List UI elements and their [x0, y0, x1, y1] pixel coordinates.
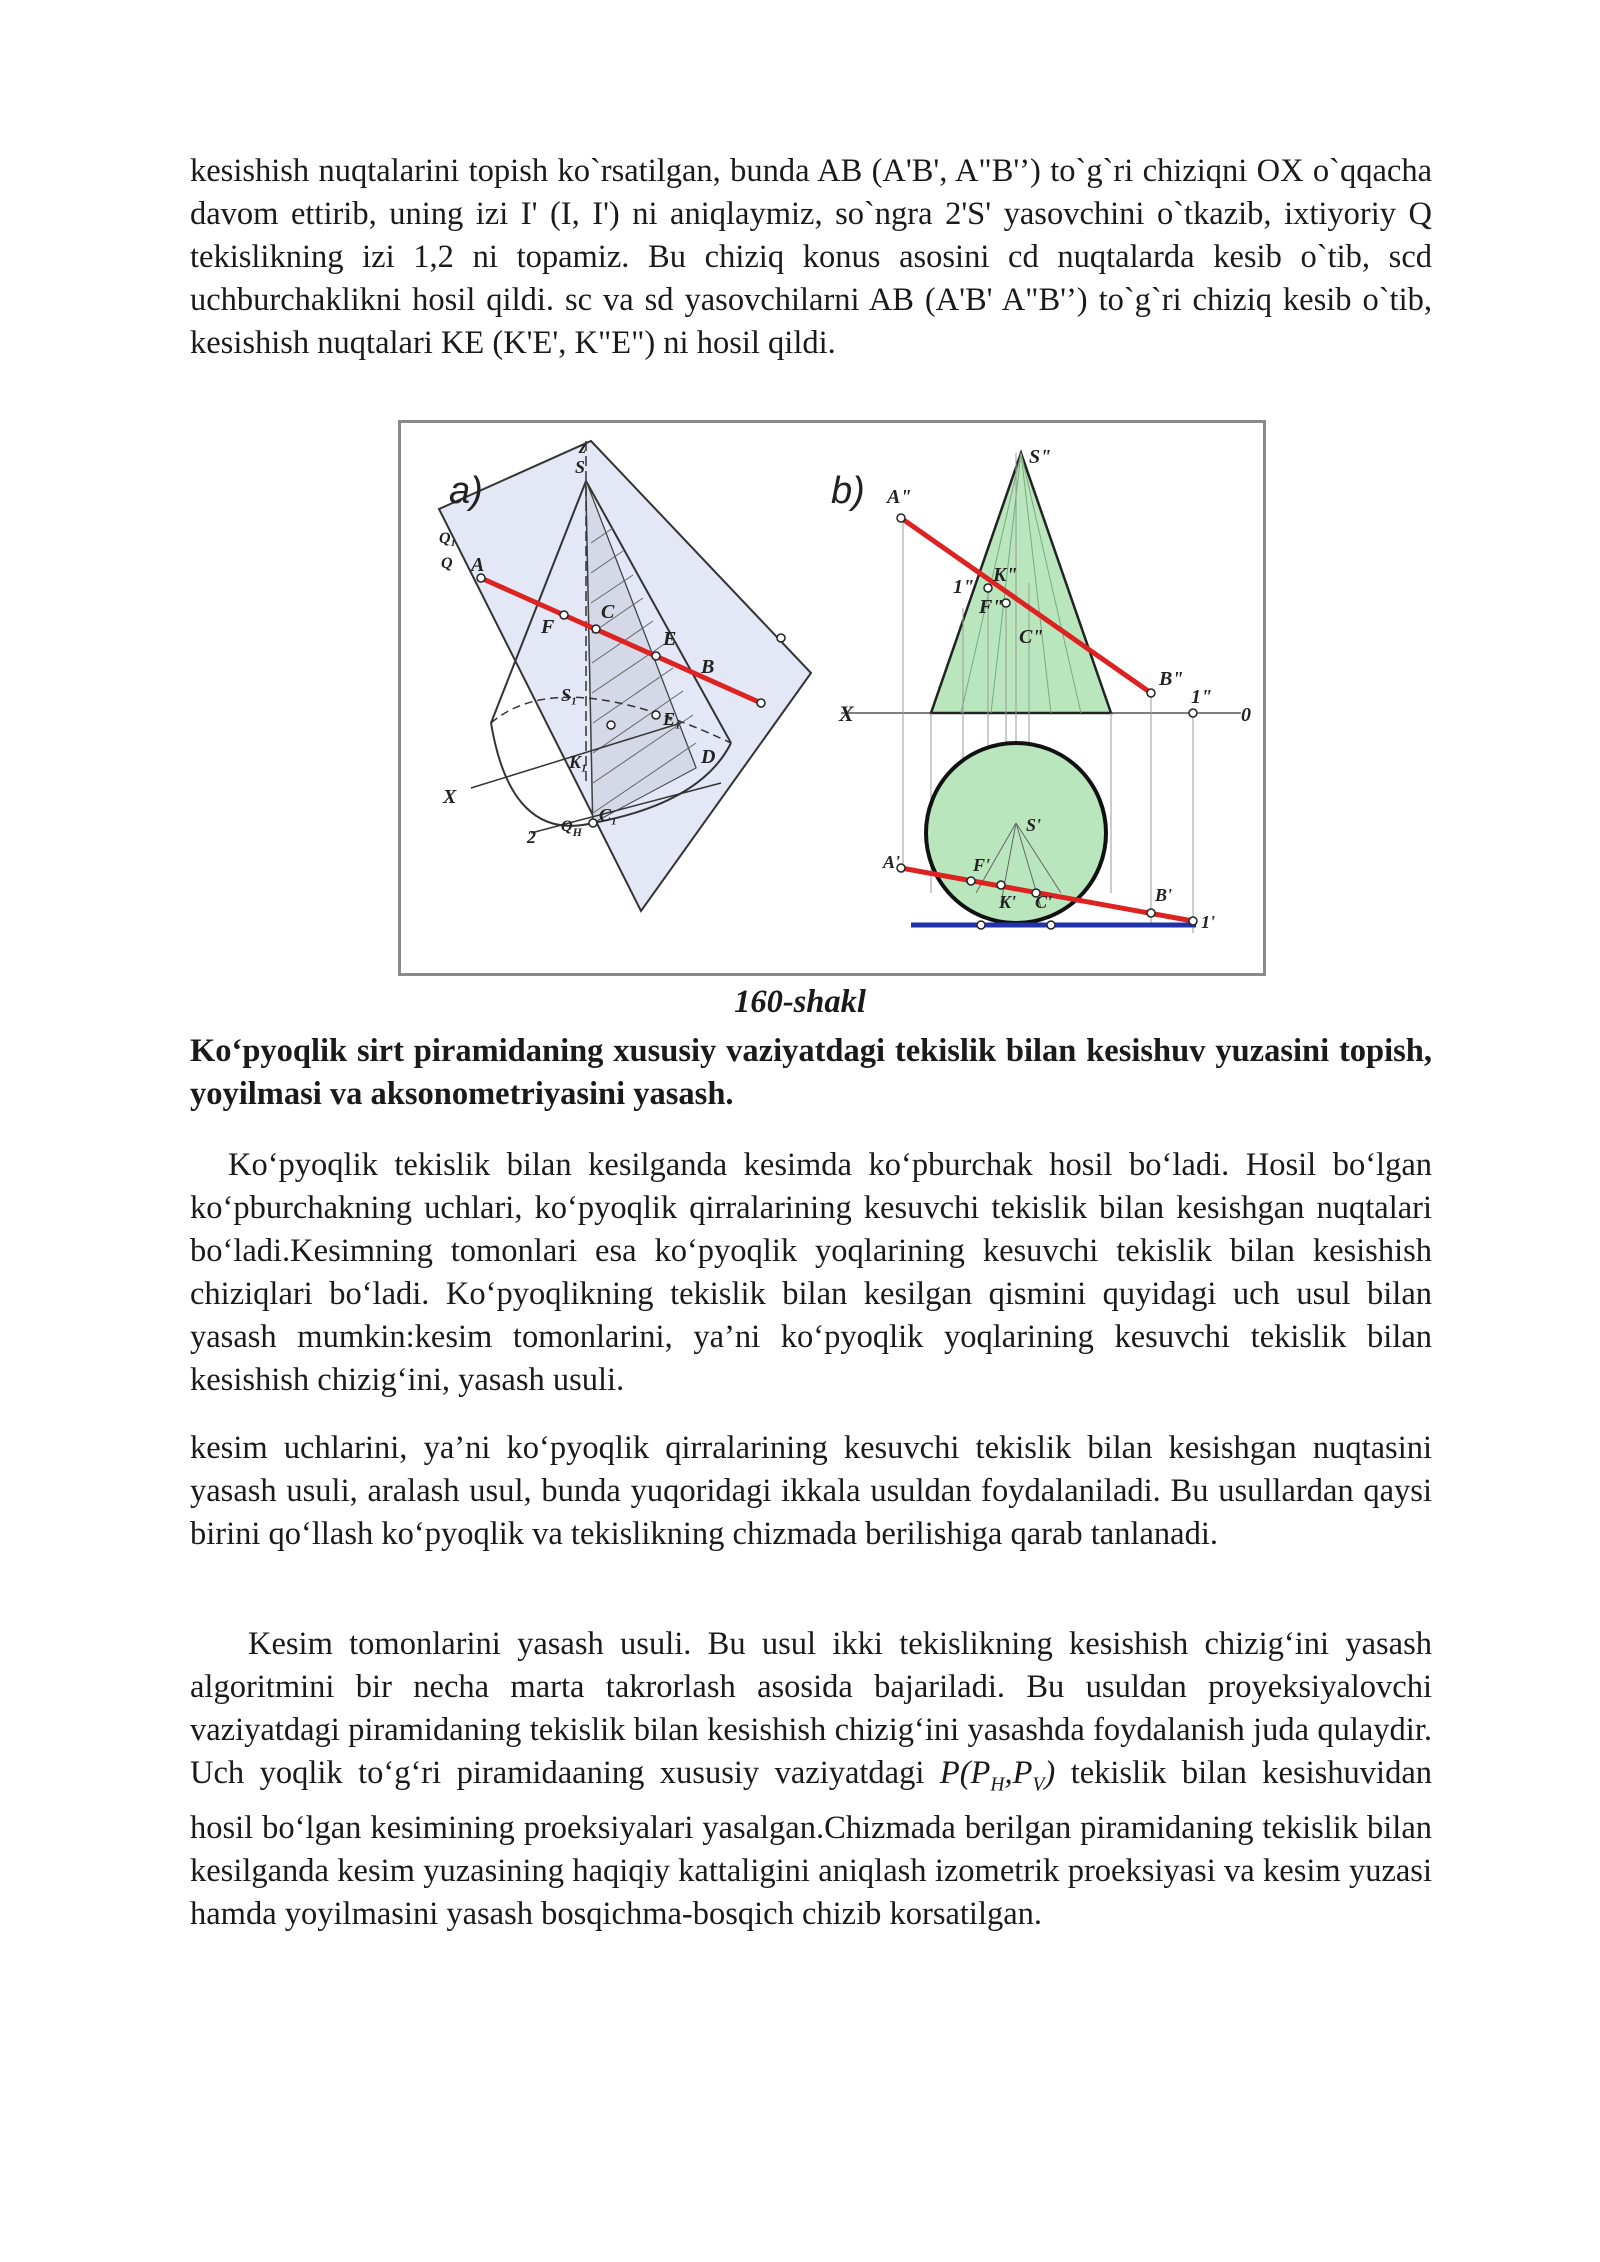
label-d: D [701, 746, 716, 768]
label-q1: Q₁ [439, 530, 457, 547]
label-1-1: 1' [1201, 912, 1216, 932]
label-k1b: K' [999, 892, 1017, 912]
label-x-b: X [839, 701, 854, 726]
panel-b [831, 446, 1251, 933]
label-a: A [471, 554, 485, 576]
label-q: Q [441, 555, 453, 572]
paragraph-2 [190, 1427, 1432, 1556]
paragraph-3-before: Kesim tomonlarini yasash usuli. Bu usul ikki tekislikning kesishish chizig‘ini yasash algoritmini bir necha marta takrorlash asosida bajariladi. Bu usuldan proyeksiyalovchi vaziyatdagi piramidaning tekislik bilan kesishish chizig‘ini yasashda foydalanish juda qulaydir. Uch yoqlik to‘g‘ri piramidaaning xususiy vaziyatdagi [190, 1626, 1432, 1791]
figure-160 [398, 420, 1266, 976]
label-f2: F" [979, 596, 1004, 618]
intro-text: kesishish nuqtalarini topish ko`rsatilgan, bunda AB (A'B', A"B'’) to`g`ri chiziqni OX o`qqacha davom ettirib, uning izi I' (I, I') ni aniqlaymiz, so`ngra 2'S' yasovchini o`tkazib, ixtiyoriy Q tekislikning izi 1,2 ni topamiz. Bu chiziq konus asosini cd nuqtalarda kesib o`tib, scd uchburchaklikni hosil qildi. sc va sd yasovchilarni AB (A'B' A"B'’) to`g`ri chiziq kesib o`tib, kesishish nuqtalari KE (K'E', K"E") ni hosil qildi. [190, 153, 1432, 361]
figure-drawing [401, 423, 1263, 973]
label-qh: $Q_H$ [561, 818, 582, 839]
label-e: E [663, 628, 677, 650]
tag-a: a) [449, 470, 483, 512]
paragraph-3 [190, 1623, 1432, 1936]
label-s1b: S' [1026, 815, 1042, 835]
label-k2: K" [993, 564, 1018, 586]
label-s: S [575, 457, 586, 477]
paragraph-2-text: kesim uchlarini, ya’ni ko‘pyoqlik qirralarining kesuvchi tekislik bilan kesishgan nuqtasini yasash usuli, aralash usul, bunda yuqoridagi ikkala usuldan foydalaniladi. Bu usullardan qaysi birini qo‘llash ko‘pyoqlik va tekislikning chizmada berilishiga qarab tanlanadi. [190, 1430, 1432, 1552]
paragraph-1-text: Ko‘pyoqlik tekislik bilan kesilganda kesimda ko‘pburchak hosil bo‘ladi. Hosil bo‘lgan ko‘pburchakning uchlari, ko‘pyoqlik qirralarining kesuvchi tekislik bilan kesishgan nuqtalari bo‘ladi.Kesimning tomonlari esa ko‘pyoqlik yoqlarining kesuvchi tekislik bilan kesishish chiziqlari bo‘ladi. Ko‘pyoqlikning tekislik bilan kesilgan qismini quyidagi uch usul bilan yasash mumkin:kesim tomonlarini, ya’ni ko‘pyoqlik yoqlarining kesuvchi tekislik bilan kesishish chizig‘ini, yasash usuli. [190, 1147, 1432, 1398]
label-b2: B" [1159, 668, 1184, 690]
label-b: B [701, 656, 715, 678]
figure-caption: 160-shakl [734, 984, 866, 1020]
label-c1b: C' [1035, 892, 1053, 912]
label-f: F [541, 616, 555, 638]
label-a2: A" [887, 486, 912, 508]
label-x-a: X [443, 786, 457, 808]
paragraph-3-after: tekislik bilan kesishuvidan hosil bo‘lgan kesimining proeksiyalari yasalgan.Chizmada berilgan piramidaning tekislik bilan kesilganda kesim yuzasining haqiqiy kattaligini aniqlash izometrik proeksiyasi va kesim yuzasi hamda yoyilmasini yasash bosqichma-bosqich chizib korsatilgan. [190, 1755, 1432, 1932]
label-c: C [601, 601, 615, 623]
tag-b: b) [831, 470, 865, 512]
intro-paragraph [190, 150, 1432, 365]
label-z: z [579, 437, 587, 457]
panel-a [439, 437, 811, 911]
paragraph-3-text [190, 1623, 1432, 1936]
label-f1: F' [973, 855, 991, 875]
section-heading [190, 1030, 1432, 1116]
plane-formula: $P(P_H,P_V)$ [939, 1755, 1056, 1796]
label-2: 2 [527, 827, 536, 847]
label-b1: B' [1155, 885, 1173, 905]
label-s1: S₁ [561, 685, 578, 705]
label-0: 0 [1241, 704, 1251, 726]
label-k1: K₁ [569, 752, 588, 772]
label-c1: C₁ [599, 805, 618, 825]
label-s2: S" [1029, 446, 1052, 468]
paragraph-1 [190, 1144, 1432, 1402]
label-a1: A' [883, 852, 901, 872]
label-e1: E₁ [663, 709, 682, 729]
label-1-2: 1" [953, 576, 975, 598]
heading-text: Ko‘pyoqlik sirt piramidaning xususiy vaziyatdagi tekislik bilan kesishuv yuzasini topish, yoyilmasi va aksonometriyasini yasash. [190, 1033, 1432, 1112]
label-c2: C" [1019, 626, 1044, 648]
label-1-2b: 1" [1191, 686, 1213, 708]
